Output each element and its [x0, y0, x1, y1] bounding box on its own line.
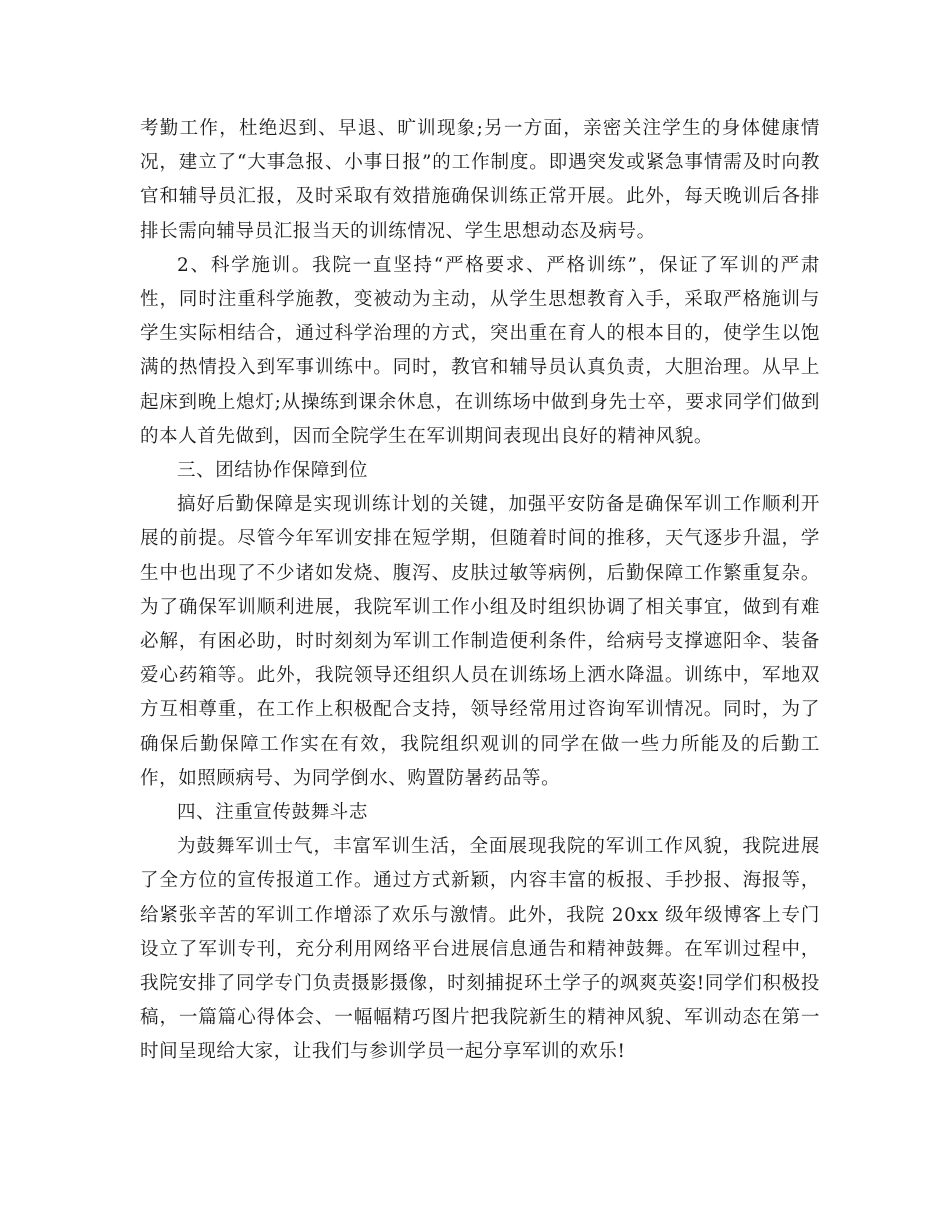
- section-heading-publicity: 四、注重宣传鼓舞斗志: [177, 802, 369, 824]
- paragraph-attendance-health: 考勤工作，杜绝迟到、早退、旷训现象;另一方面，亲密关注学生的身体健康情况，建立了“大事急报、小事日报”的工作制度。即遇突发或紧急事情需及时向教官和辅导员汇报，及时采取有效措施确保训练正常开展。此外，每天晚训后各排排长需向辅导员汇报当天的训练情况、学生思想动态及病号。: [140, 118, 820, 242]
- document-body: [140, 112, 820, 1070]
- paragraph-logistics: 搞好后勤保障是实现训练计划的关键，加强平安防备是确保军训工作顺利开展的前提。尽管今年军训安排在短学期，但随着时间的推移，天气逐步升温，学生中也出现了不少诸如发烧、腹泻、皮肤过敏等病例，后勤保障工作繁重复杂。为了确保军训顺利进展，我院军训工作小组及时组织协调了相关事宜，做到有难必解，有困必助，时时刻刻为军训工作制造便利条件，给病号支撑遮阳伞、装备爱心药箱等。此外，我院领导还组织人员在训练场上洒水降温。训练中，军地双方互相尊重，在工作上积极配合支持，领导经常用过咨询军训情况。同时，为了确保后勤保障工作实在有效，我院组织观训的同学在做一些力所能及的后勤工作，如照顾病号、为同学倒水、购置防暑药品等。: [140, 494, 820, 789]
- paragraph-publicity: 为鼓舞军训士气，丰富军训生活，全面展现我院的军训工作风貌，我院进展了全方位的宣传报道工作。通过方式新颖，内容丰富的板报、手抄报、海报等，给紧张辛苦的军训工作增添了欢乐与激情。此外，我院 20xx 级年级博客上专门设立了军训专刊，充分利用网络平台进展信息通告和精神鼓舞。在军训过程中，我院安排了同学专门负责摄影摄像，时刻捕捉环土学子的飒爽英姿!同学们积极投稿，一篇篇心得体会、一幅幅精巧图片把我院新生的精神风貌、军训动态在第一时间呈现给大家，让我们与参训学员一起分享军训的欢乐!: [140, 836, 820, 1063]
- section-heading-logistics: 三、团结协作保障到位: [177, 460, 369, 482]
- paragraph-scientific-training: 2、科学施训。我院一直坚持“严格要求、严格训练”，保证了军训的严肃性，同时注重科学施教，变被动为主动，从学生思想教育入手，采取严格施训与学生实际相结合，通过科学治理的方式，突出重在育人的根本目的，使学生以饱满的热情投入到军事训练中。同时，教官和辅导员认真负责，大胆治理。从早上起床到晚上熄灯;从操练到课余休息，在训练场中做到身先士卒，要求同学们做到的本人首先做到，因而全院学生在军训期间表现出良好的精神风貌。: [140, 254, 820, 447]
